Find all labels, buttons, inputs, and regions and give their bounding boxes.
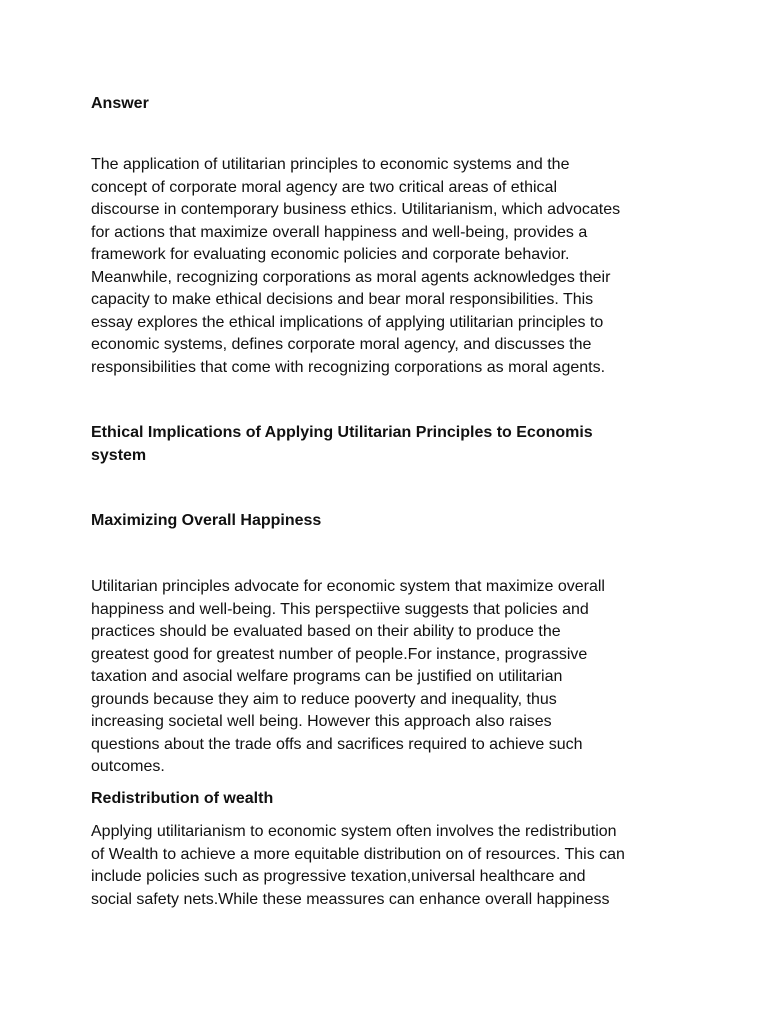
subheading-maximizing-happiness: Maximizing Overall Happiness bbox=[91, 512, 322, 529]
subheading-redistribution: Redistribution of wealth bbox=[91, 790, 274, 807]
wealth-paragraph: Applying utilitarianism to economic system often involves the redistribution of Wealth to achieve a more equitable distribution on of resources. This can include policies such as progressive texation,universal healthcare and social safety nets.While these meassures can enhance overall happiness bbox=[91, 823, 625, 908]
section-heading: Ethical Implications of Applying Utilitarian Principles to Economis system bbox=[91, 424, 593, 464]
answer-heading: Answer bbox=[91, 95, 149, 112]
intro-paragraph: The application of utilitarian principles to economic systems and the concept of corporate moral agency are two critical areas of ethical discourse in contemporary business ethics. Utilitarianism, which advocates for actions that maximize overall happiness and well-being, provides a framework for evaluating economic policies and corporate behavior. Meanwhile, recognizing corporations as moral agents acknowledges their capacity to make ethical decisions and bear moral responsibilities. This essay explores the ethical implications of applying utilitarian principles to economic systems, defines corporate moral agency, and discusses the responsibilities that come with recognizing corporations as moral agents. bbox=[91, 156, 621, 376]
happiness-paragraph: Utilitarian principles advocate for economic system that maximize overall happiness and well-being. This perspectiive suggests that policies and practices should be evaluated based on their ability to produce the greatest good for greatest number of people.For instance, prograssive taxation and asocial welfare programs can be justified on utilitarian grounds because they aim to reduce pooverty and inequality, thus increasing societal well being. However this approach also raises questions about the trade offs and sacrifices required to achieve such outcomes. bbox=[91, 578, 605, 775]
